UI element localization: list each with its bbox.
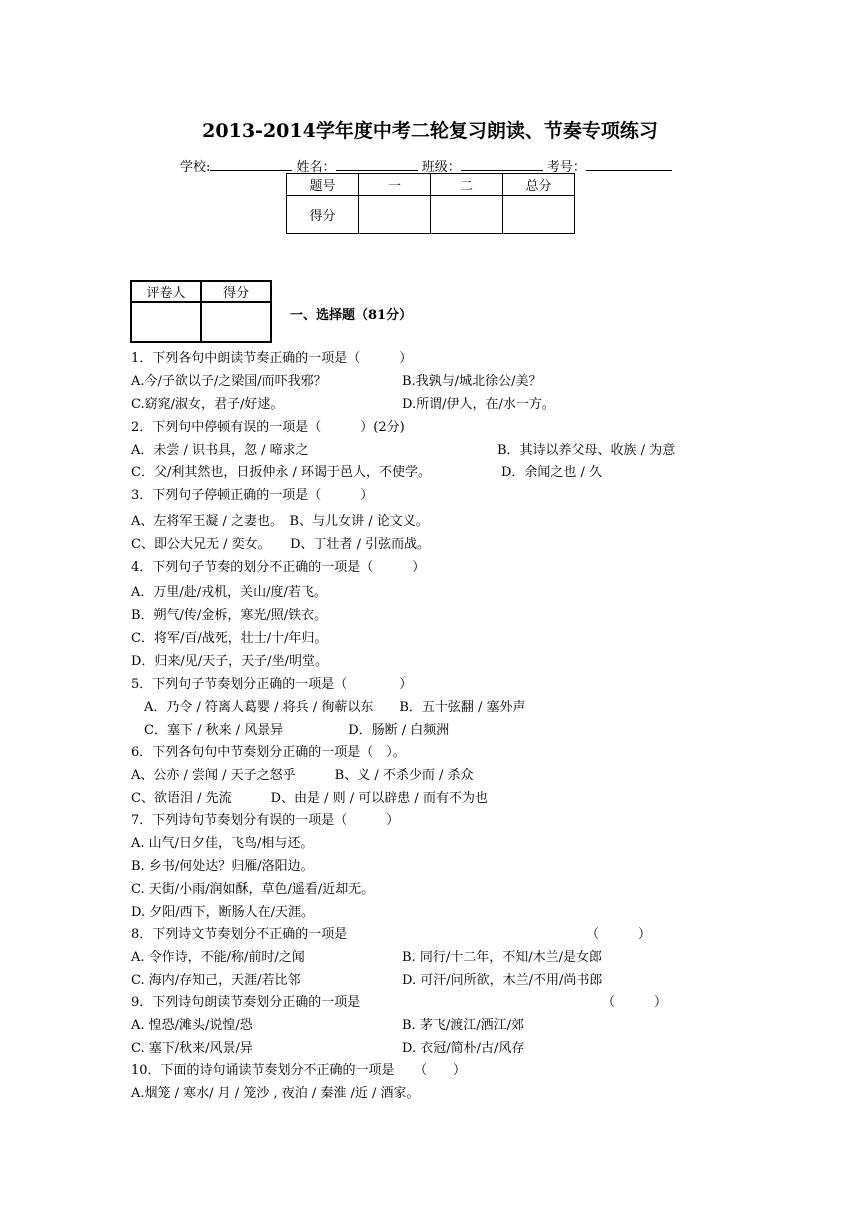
score-header: 二: [431, 174, 503, 196]
option-line: A．万里/赴/戎机，关山/度/若飞。: [131, 585, 327, 600]
option-line: A. 山气/日夕佳，飞鸟/相与还。: [131, 836, 314, 851]
option-line: D. 衣冠/简朴/古/风存: [402, 1041, 525, 1056]
option-line: A．乃令 / 符离人葛婴 / 将兵 / 徇蕲以东 B．五十弦翻 / 塞外声: [144, 700, 526, 715]
question-line: 2．下列句中停顿有误的一项是（ ）(2分): [131, 420, 405, 435]
option-line: C、即公大兄无 / 奕女。 D、丁壮者 / 引弦而战。: [131, 537, 431, 552]
school-blank: [210, 158, 292, 171]
option-line: A.今/子欲以子/之梁国/而吓我邪？: [131, 374, 327, 389]
exam-no-blank: [586, 158, 672, 171]
score-header: 一: [359, 174, 431, 196]
question-line: 4．下列句子节奏的划分不正确的一项是（ ）: [131, 560, 426, 575]
option-line: C、欲语泪 / 先流 D、由是 / 则 / 可以辟患 / 而有不为也: [131, 791, 488, 806]
option-line: A、左将军王凝 / 之妻也。 B、与儿女讲 / 论文义。: [131, 514, 429, 529]
option-line: A. 惶恐/滩头/说惶/恐: [131, 1018, 253, 1033]
question-line: 5．下列句子节奏划分正确的一项是（ ）: [131, 677, 413, 692]
option-line: C. 塞下/秋来/风景/异: [131, 1041, 253, 1056]
score-cell: [431, 196, 503, 234]
question-line: 6．下列各句句中节奏划分正确的一项是（ ）。: [131, 745, 406, 760]
grader-table: [130, 280, 272, 343]
option-line: D. 夕阳/西下，断肠人在/天涯。: [131, 905, 314, 920]
option-line: A.烟笼 / 寒水/ 月 / 笼沙 , 夜泊 / 秦淮 /近 / 酒家。: [131, 1086, 420, 1101]
question-line: 7．下列诗句节奏划分有误的一项是（ ）: [131, 813, 400, 828]
question-line: 1．下列各句中朗读节奏正确的一项是（ ）: [131, 351, 413, 366]
section-heading: 一、选择题（81分）: [290, 308, 413, 323]
question-line: 9．下列诗句朗读节奏划分正确的一项是: [131, 995, 361, 1010]
option-line: C．父/利其然也，日扳仲永 / 环谒于邑人，不使学。: [131, 465, 431, 480]
score-header: 题号: [287, 174, 359, 196]
grader-cell: [131, 302, 201, 342]
option-line: B. 同行/十二年，不知/木兰/是女郎: [402, 950, 602, 965]
score-cell: [359, 196, 431, 234]
option-line: B．其诗以养父母、收族 / 为意: [497, 443, 676, 458]
answer-bracket: （ ）: [586, 927, 652, 942]
score-row-label: 得分: [287, 196, 359, 234]
question-line: 8．下列诗文节奏划分不正确的一项是: [131, 927, 348, 942]
option-line: D．余闻之也 / 久: [501, 465, 603, 480]
option-line: C. 天街/小雨/润如酥，草色/遥看/近却无。: [131, 882, 375, 897]
option-line: B.我孰与/城北徐公/美？: [402, 374, 542, 389]
score-header: 总分: [503, 174, 575, 196]
option-line: B. 茅飞/渡江/洒江/郊: [402, 1018, 524, 1033]
option-line: A、公亦 / 尝闻 / 天子之怒乎 B、义 / 不杀少而 / 杀众: [131, 768, 474, 783]
option-line: D. 可汗/问所欲，木兰/不用/尚书郎: [402, 973, 603, 988]
option-line: C．将军/百/战死，壮士/十/年归。: [131, 631, 328, 646]
school-label: 学校:: [180, 160, 211, 175]
option-line: A. 令作诗，不能/称/前时/之闻: [131, 950, 305, 965]
class-blank: [461, 158, 543, 171]
option-line: C. 海内/存知己，天涯/若比邻: [131, 973, 301, 988]
option-line: B. 乡书/何处达？归雁/洛阳边。: [131, 859, 314, 874]
class-label: 班级：: [421, 160, 461, 175]
option-line: B．朔气/传/金柝，寒光/照/铁衣。: [131, 608, 328, 623]
name-blank: [336, 158, 418, 171]
score-table: [286, 173, 575, 234]
option-line: D．归来/见/天子，天子/坐/明堂。: [131, 654, 328, 669]
option-line: A．未尝 / 识书具，忽 / 啼求之: [131, 443, 309, 458]
option-line: C．塞下 / 秋来 / 风景异 D．肠断 / 白频洲: [144, 723, 450, 738]
grader-header: 评卷人: [131, 281, 201, 302]
exam-no-label: 考号：: [546, 160, 586, 175]
grader-cell: [201, 302, 271, 342]
page-title: 2013-2014学年度中考二轮复习朗读、节奏专项练习: [202, 120, 658, 142]
name-label: 姓名：: [296, 160, 336, 175]
option-line: D.所谓/伊人，在/水一方。: [402, 397, 555, 412]
score-cell: [503, 196, 575, 234]
grader-header: 得分: [201, 281, 271, 302]
question-line: 10．下面的诗句诵读节奏划分不正确的一项是 （ ）: [131, 1063, 467, 1078]
option-line: C.窈窕/淑女，君子/好逑。: [131, 397, 284, 412]
answer-bracket: （ ）: [602, 995, 668, 1010]
question-line: 3．下列句子停顿正确的一项是（ ）: [131, 488, 374, 503]
